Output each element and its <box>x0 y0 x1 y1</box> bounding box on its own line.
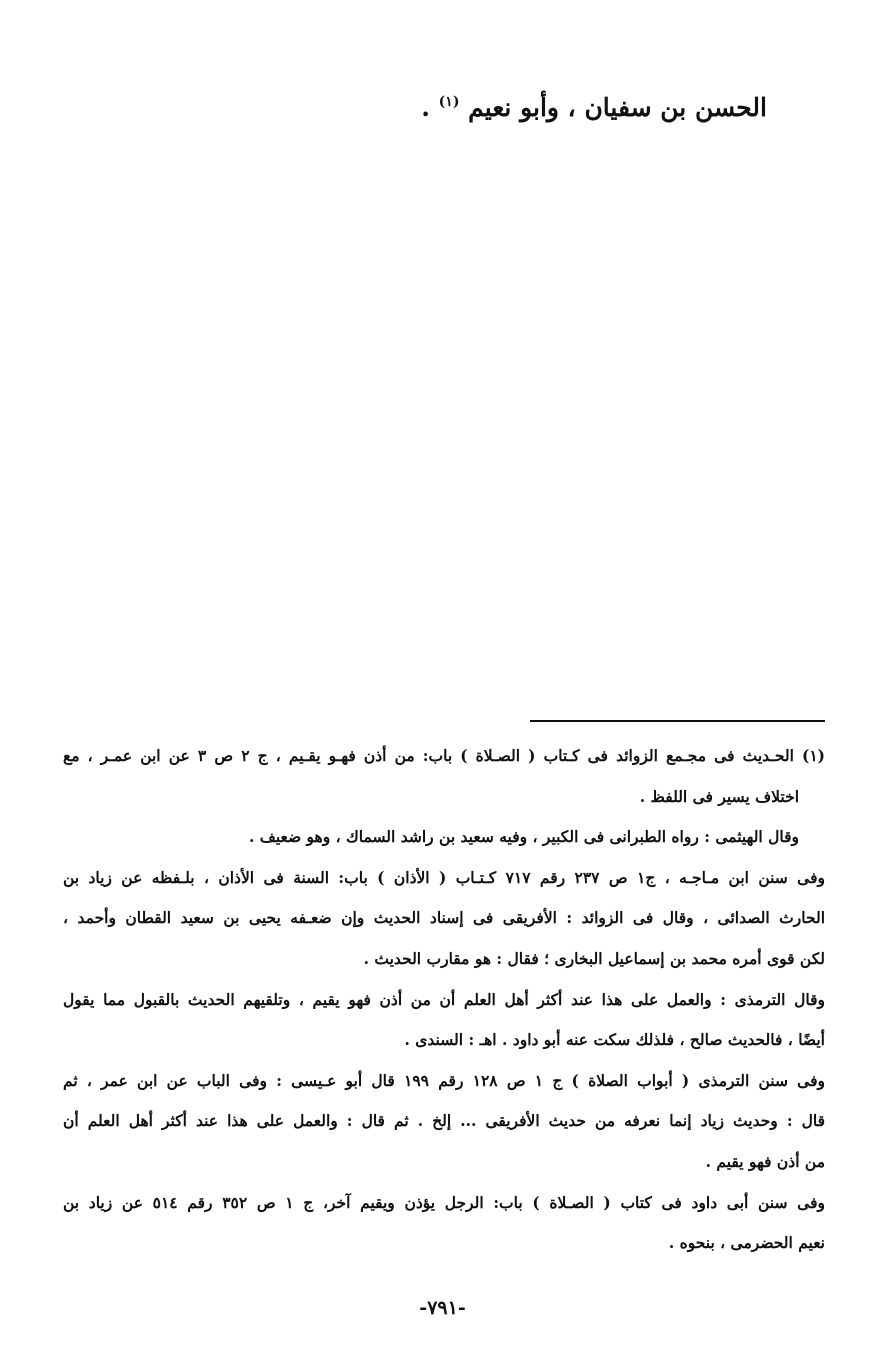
footnote-line: أيضًا ، فالحديث صالح ، فلذلك سكت عنه أبو داود . اهـ : السندى . <box>404 1030 825 1050</box>
footnote-line: الحارث الصدائى ، وقال فى الزوائد : الأفريقى فى إسناد الحديث وإن ضعـفه يحيى بن سعيد القطان وأحمد ، <box>63 908 825 928</box>
page-number: -٧٩١- <box>419 1297 466 1319</box>
footnote-separator <box>530 720 825 722</box>
footnote-line: وفى سنن ابن مـاجـه ، ج١ ص ٢٣٧ رقم ٧١٧ كـتـاب ( الأذان ) باب: السنة فى الأذان ، بلـفظه عن زياد بن <box>63 867 825 887</box>
footnote-line: لكن قوى أمره محمد بن إسماعيل البخارى ؛ فقال : هو مقارب الحديث . <box>363 948 825 968</box>
main-text-end: . <box>421 93 430 122</box>
main-text-line <box>421 82 767 128</box>
footnote-line: وقال الهيثمى : رواه الطبرانى فى الكبير ، وفيه سعيد بن راشد السماك ، وهو ضعيف . <box>248 827 799 847</box>
footnotes <box>63 736 825 1264</box>
footnote-line: وقال الترمذى : والعمل على هذا عند أكثر أهل العلم أن من أذن فهو يقيم ، وتلقيهم الحديث بالقبول مما يقول <box>63 989 825 1009</box>
footnote-line: قال : وحديث زياد إنما نعرفه من حديث الأفريقى ... إلخ . ثم قال : والعمل على هذا عند أكثر أهل العلم أن <box>63 1111 825 1131</box>
footnote-line: (١) الحـديث فى مجـمع الزوائد فى كـتاب ( الصـلاة ) باب: من أذن فهـو يقـيم ، ج ٢ ص ٣ عن ابن عمـر ، مع <box>63 746 825 765</box>
footnote-line: نعيم الحضرمى ، بنحوه . <box>668 1233 825 1253</box>
footnote-line: من أذن فهو يقيم . <box>705 1151 825 1171</box>
main-text: الحسن بن سفيان ، وأبو نعيم <box>468 93 767 122</box>
footnote-line: وفى سنن الترمذى ( أبواب الصلاة ) ج ١ ص ١٢٨ رقم ١٩٩ قال أبو عـيسى : وفى الباب عن ابن عمر ، ثم <box>63 1070 825 1090</box>
footnote-line: وفى سنن أبى داود فى كتاب ( الصـلاة ) باب: الرجل يؤذن ويقيم آخر، ج ١ ص ٣٥٢ رقم ٥١٤ عن زياد بن <box>63 1192 825 1212</box>
footnote-line: اختلاف يسير فى اللفظ . <box>639 786 799 806</box>
footnote-marker: (١) <box>438 94 460 110</box>
